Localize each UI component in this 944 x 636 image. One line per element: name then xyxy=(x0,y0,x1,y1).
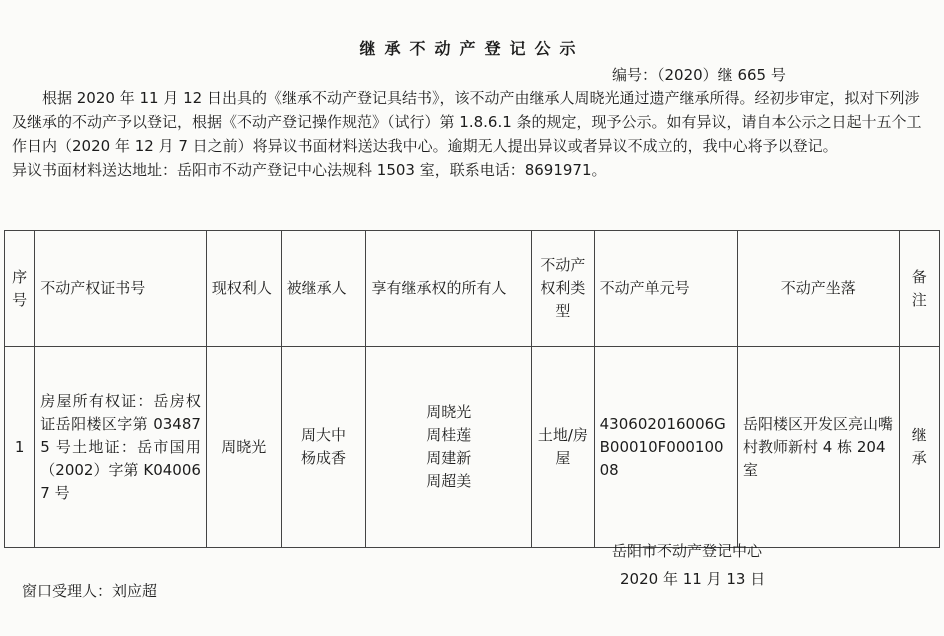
row-owner: 周晓光 xyxy=(206,347,281,548)
row-decedents xyxy=(281,347,366,548)
issuer-name: 岳阳市不动产登记中心 xyxy=(612,542,763,560)
header-type: 不动产权利类型 xyxy=(532,231,595,347)
header-heirs: 享有继承权的所有人 xyxy=(366,231,532,347)
header-seq: 序号 xyxy=(5,231,35,347)
serial-number: 编号：（2020）继 665 号 xyxy=(612,66,786,84)
header-remark: 备注 xyxy=(899,231,939,347)
table-header-row xyxy=(5,231,940,347)
heir-name: 周超美 xyxy=(426,472,472,490)
objection-address: 异议书面材料送达地址：岳阳市不动产登记中心法规科 1503 室，联系电话：8691971。 xyxy=(12,161,607,179)
header-location: 不动产坐落 xyxy=(738,231,900,347)
issue-date: 2020 年 11 月 13 日 xyxy=(620,570,766,588)
decedent-name: 周大中 xyxy=(301,426,347,444)
header-unit: 不动产单元号 xyxy=(594,231,737,347)
row-remark: 继承 xyxy=(899,347,939,548)
notice-title: 继承不动产登记公示 xyxy=(359,39,585,58)
heir-name: 周桂莲 xyxy=(426,426,472,444)
notice-paragraph: 根据 2020 年 11 月 12 日出具的《继承不动产登记具结书》，该不动产由继承人周晓光通过遗产继承所得。经初步审定，拟对下列涉及继承的不动产予以登记，根据《不动产登记操作规范》（试行）第 1.8.6.1 条的规定，现予公示。如有异议，请自本公示之日起十五个工作日内（2020 年 12 月 7 日之前）将异议书面材料送达我中心。逾期无人提出异议或者异议不成立的，我中心将予以登记。 xyxy=(12,89,922,155)
row-heirs xyxy=(366,347,532,548)
window-clerk: 窗口受理人：刘应超 xyxy=(22,582,158,600)
row-type: 土地/房屋 xyxy=(532,347,595,548)
row-seq: 1 xyxy=(5,347,35,548)
registration-table xyxy=(4,230,940,548)
header-cert: 不动产权证书号 xyxy=(35,231,207,347)
row-unit: 430602016006GB00010F00010008 xyxy=(594,347,737,548)
header-decedent: 被继承人 xyxy=(281,231,366,347)
heir-name: 周晓光 xyxy=(426,403,472,421)
row-location: 岳阳楼区开发区亮山嘴村教师新村 4 栋 204 室 xyxy=(738,347,900,548)
table-row xyxy=(5,347,940,548)
heir-name: 周建新 xyxy=(426,449,472,467)
notice-body xyxy=(12,86,922,182)
decedent-name: 杨成香 xyxy=(301,449,347,467)
row-cert: 房屋所有权证：岳房权证岳阳楼区字第 034875 号土地证：岳市国用（2002）字第 K040067 号 xyxy=(35,347,207,548)
header-owner: 现权利人 xyxy=(206,231,281,347)
